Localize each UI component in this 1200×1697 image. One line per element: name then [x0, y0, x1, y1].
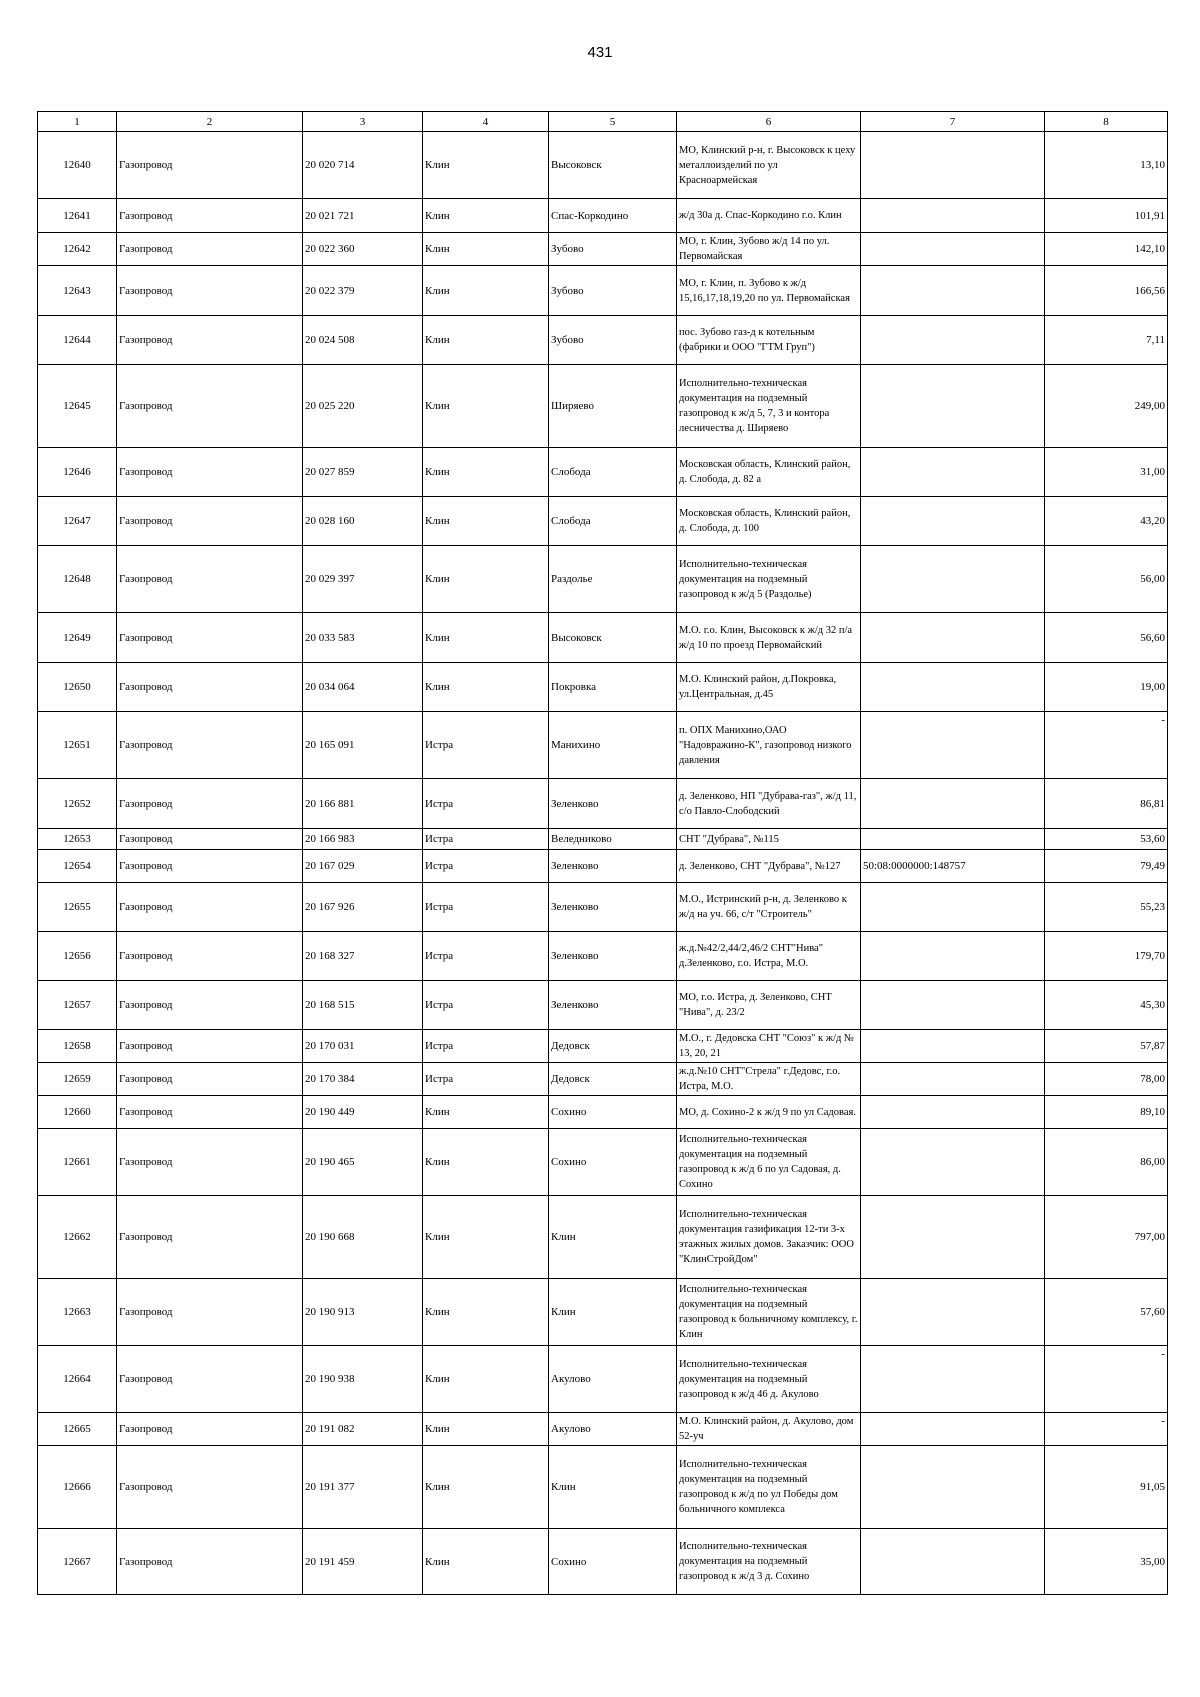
object-type-cell: Газопровод [117, 1279, 303, 1346]
object-code-cell: 20 190 668 [303, 1196, 423, 1279]
table-row [38, 132, 1168, 199]
row-number-cell: 12650 [38, 663, 117, 712]
length-cell: 142,10 [1045, 233, 1168, 266]
district-cell: Клин [423, 132, 549, 199]
address-cell: Московская область, Клинский район, д. Слобода, д. 82 а [677, 448, 861, 497]
object-code-cell: 20 022 360 [303, 233, 423, 266]
locality-cell: Клин [549, 1279, 677, 1346]
district-cell: Клин [423, 1196, 549, 1279]
object-type-cell: Газопровод [117, 365, 303, 448]
object-type-cell: Газопровод [117, 663, 303, 712]
row-number-cell: 12647 [38, 497, 117, 546]
cadastral-number-cell [861, 981, 1045, 1030]
object-type-cell: Газопровод [117, 981, 303, 1030]
header-row [38, 112, 1168, 132]
object-type-cell: Газопровод [117, 1529, 303, 1595]
object-code-cell: 20 024 508 [303, 316, 423, 365]
object-code-cell: 20 027 859 [303, 448, 423, 497]
object-code-cell: 20 165 091 [303, 712, 423, 779]
locality-cell: Раздолье [549, 546, 677, 613]
district-cell: Истра [423, 850, 549, 883]
locality-cell: Ширяево [549, 365, 677, 448]
table-row [38, 1129, 1168, 1196]
cadastral-number-cell: 50:08:0000000:148757 [861, 850, 1045, 883]
row-number-cell: 12659 [38, 1063, 117, 1096]
column-header: 8 [1045, 112, 1168, 132]
column-header: 6 [677, 112, 861, 132]
object-code-cell: 20 191 082 [303, 1413, 423, 1446]
district-cell: Клин [423, 1346, 549, 1413]
row-number-cell: 12644 [38, 316, 117, 365]
locality-cell: Зеленково [549, 779, 677, 829]
district-cell: Клин [423, 1446, 549, 1529]
row-number-cell: 12666 [38, 1446, 117, 1529]
cadastral-number-cell [861, 1446, 1045, 1529]
length-cell: 166,56 [1045, 266, 1168, 316]
row-number-cell: 12664 [38, 1346, 117, 1413]
row-number-cell: 12660 [38, 1096, 117, 1129]
object-type-cell: Газопровод [117, 1063, 303, 1096]
table-row [38, 1346, 1168, 1413]
locality-cell: Зеленково [549, 883, 677, 932]
length-cell: - [1045, 1413, 1168, 1446]
district-cell: Клин [423, 1413, 549, 1446]
address-cell: МО, д. Сохино-2 к ж/д 9 по ул Садовая. [677, 1096, 861, 1129]
address-cell: Исполнительно-техническая документация на подземный газопровод к ж/д 46 д. Акулово [677, 1346, 861, 1413]
object-type-cell: Газопровод [117, 316, 303, 365]
length-cell: - [1045, 1346, 1168, 1413]
cadastral-number-cell [861, 448, 1045, 497]
locality-cell: Высоковск [549, 132, 677, 199]
cadastral-number-cell [861, 1346, 1045, 1413]
length-cell: 55,23 [1045, 883, 1168, 932]
row-number-cell: 12662 [38, 1196, 117, 1279]
address-cell: п. ОПХ Манихино,ОАО "Надовражино-К", газопровод низкого давления [677, 712, 861, 779]
object-code-cell: 20 190 465 [303, 1129, 423, 1196]
column-header: 3 [303, 112, 423, 132]
address-cell: ж/д 30а д. Спас-Коркодино г.о. Клин [677, 199, 861, 233]
district-cell: Клин [423, 1096, 549, 1129]
table-row [38, 1096, 1168, 1129]
table-row [38, 850, 1168, 883]
table-row [38, 829, 1168, 850]
table-row [38, 233, 1168, 266]
object-type-cell: Газопровод [117, 1196, 303, 1279]
length-cell: 179,70 [1045, 932, 1168, 981]
cadastral-number-cell [861, 546, 1045, 613]
row-number-cell: 12663 [38, 1279, 117, 1346]
row-number-cell: 12640 [38, 132, 117, 199]
row-number-cell: 12658 [38, 1030, 117, 1063]
table-row [38, 779, 1168, 829]
table-row [38, 365, 1168, 448]
cadastral-number-cell [861, 233, 1045, 266]
address-cell: МО, г. Клин, Зубово ж/д 14 по ул. Первомайская [677, 233, 861, 266]
district-cell: Истра [423, 932, 549, 981]
cadastral-number-cell [861, 132, 1045, 199]
table-row [38, 981, 1168, 1030]
cadastral-number-cell [861, 365, 1045, 448]
object-code-cell: 20 167 029 [303, 850, 423, 883]
row-number-cell: 12653 [38, 829, 117, 850]
cadastral-number-cell [861, 829, 1045, 850]
object-code-cell: 20 166 983 [303, 829, 423, 850]
cadastral-number-cell [861, 497, 1045, 546]
row-number-cell: 12641 [38, 199, 117, 233]
column-header: 7 [861, 112, 1045, 132]
cadastral-number-cell [861, 199, 1045, 233]
address-cell: Исполнительно-техническая документация на подземный газопровод к больничному комплексу, г. Клин [677, 1279, 861, 1346]
district-cell: Клин [423, 233, 549, 266]
district-cell: Клин [423, 199, 549, 233]
district-cell: Клин [423, 546, 549, 613]
object-code-cell: 20 168 327 [303, 932, 423, 981]
length-cell: - [1045, 712, 1168, 779]
address-cell: М.О. Клинский район, д.Покровка, ул.Центральная, д.45 [677, 663, 861, 712]
locality-cell: Сохино [549, 1129, 677, 1196]
locality-cell: Слобода [549, 448, 677, 497]
district-cell: Истра [423, 981, 549, 1030]
length-cell: 56,00 [1045, 546, 1168, 613]
district-cell: Клин [423, 448, 549, 497]
district-cell: Истра [423, 1030, 549, 1063]
length-cell: 19,00 [1045, 663, 1168, 712]
column-header: 5 [549, 112, 677, 132]
table-row [38, 266, 1168, 316]
row-number-cell: 12652 [38, 779, 117, 829]
length-cell: 89,10 [1045, 1096, 1168, 1129]
district-cell: Истра [423, 883, 549, 932]
district-cell: Клин [423, 497, 549, 546]
page-number: 431 [587, 44, 613, 61]
locality-cell: Спас-Коркодино [549, 199, 677, 233]
cadastral-number-cell [861, 613, 1045, 663]
object-type-cell: Газопровод [117, 613, 303, 663]
table-row [38, 663, 1168, 712]
object-type-cell: Газопровод [117, 546, 303, 613]
object-type-cell: Газопровод [117, 829, 303, 850]
locality-cell: Акулово [549, 1413, 677, 1446]
object-type-cell: Газопровод [117, 199, 303, 233]
district-cell: Истра [423, 1063, 549, 1096]
locality-cell: Покровка [549, 663, 677, 712]
column-header: 4 [423, 112, 549, 132]
address-cell: Исполнительно-техническая документация на подземный газопровод к ж/д по ул Победы дом больничного комплекса [677, 1446, 861, 1529]
row-number-cell: 12651 [38, 712, 117, 779]
cadastral-number-cell [861, 1129, 1045, 1196]
address-cell: д. Зеленково, НП "Дубрава-газ", ж/д 11, с/о Павло-Слободский [677, 779, 861, 829]
object-code-cell: 20 020 714 [303, 132, 423, 199]
table-row [38, 546, 1168, 613]
length-cell: 13,10 [1045, 132, 1168, 199]
object-code-cell: 20 168 515 [303, 981, 423, 1030]
length-cell: 101,91 [1045, 199, 1168, 233]
object-code-cell: 20 021 721 [303, 199, 423, 233]
district-cell: Истра [423, 779, 549, 829]
object-code-cell: 20 190 913 [303, 1279, 423, 1346]
cadastral-number-cell [861, 1096, 1045, 1129]
length-cell: 31,00 [1045, 448, 1168, 497]
address-cell: Исполнительно-техническая документация на подземный газопровод к ж/д 6 по ул Садовая, д. Сохино [677, 1129, 861, 1196]
object-type-cell: Газопровод [117, 1096, 303, 1129]
district-cell: Истра [423, 712, 549, 779]
address-cell: Исполнительно-техническая документация газификация 12-ти 3-х этажных жилых домов. Заказчик: ООО "КлинСтройДом" [677, 1196, 861, 1279]
locality-cell: Зеленково [549, 932, 677, 981]
locality-cell: Клин [549, 1196, 677, 1279]
address-cell: пос. Зубово газ-д к котельным (фабрики и ООО "ГТМ Груп") [677, 316, 861, 365]
row-number-cell: 12646 [38, 448, 117, 497]
cadastral-number-cell [861, 779, 1045, 829]
table-row [38, 613, 1168, 663]
object-code-cell: 20 190 449 [303, 1096, 423, 1129]
length-cell: 57,60 [1045, 1279, 1168, 1346]
address-cell: М.О. г.о. Клин, Высоковск к ж/д 32 п/а ж/д 10 по проезд Первомайский [677, 613, 861, 663]
object-code-cell: 20 167 926 [303, 883, 423, 932]
cadastral-number-cell [861, 1413, 1045, 1446]
length-cell: 797,00 [1045, 1196, 1168, 1279]
gas-pipeline-registry-table [37, 111, 1168, 1595]
row-number-cell: 12655 [38, 883, 117, 932]
locality-cell: Слобода [549, 497, 677, 546]
address-cell: д. Зеленково, СНТ "Дубрава", №127 [677, 850, 861, 883]
table-row [38, 1529, 1168, 1595]
length-cell: 57,87 [1045, 1030, 1168, 1063]
object-code-cell: 20 190 938 [303, 1346, 423, 1413]
address-cell: М.О., Истринский р-н, д. Зеленково к ж/д на уч. 66, с/т "Строитель" [677, 883, 861, 932]
table-row [38, 1063, 1168, 1096]
cadastral-number-cell [861, 932, 1045, 981]
district-cell: Клин [423, 613, 549, 663]
length-cell: 79,49 [1045, 850, 1168, 883]
length-cell: 86,81 [1045, 779, 1168, 829]
object-code-cell: 20 191 459 [303, 1529, 423, 1595]
table-row [38, 1030, 1168, 1063]
cadastral-number-cell [861, 1529, 1045, 1595]
address-cell: Исполнительно-техническая документация на подземный газопровод к ж/д 3 д. Сохино [677, 1529, 861, 1595]
district-cell: Клин [423, 1129, 549, 1196]
address-cell: Московская область, Клинский район, д. Слобода, д. 100 [677, 497, 861, 546]
locality-cell: Манихино [549, 712, 677, 779]
column-header: 1 [38, 112, 117, 132]
row-number-cell: 12648 [38, 546, 117, 613]
table-row [38, 1279, 1168, 1346]
object-type-cell: Газопровод [117, 448, 303, 497]
object-code-cell: 20 034 064 [303, 663, 423, 712]
locality-cell: Дедовск [549, 1063, 677, 1096]
address-cell: Исполнительно-техническая документация на подземный газопровод к ж/д 5, 7, 3 и контора лесничества д. Ширяево [677, 365, 861, 448]
object-code-cell: 20 166 881 [303, 779, 423, 829]
object-type-cell: Газопровод [117, 850, 303, 883]
object-code-cell: 20 170 384 [303, 1063, 423, 1096]
locality-cell: Зубово [549, 316, 677, 365]
district-cell: Клин [423, 1529, 549, 1595]
cadastral-number-cell [861, 1063, 1045, 1096]
locality-cell: Зубово [549, 233, 677, 266]
object-code-cell: 20 022 379 [303, 266, 423, 316]
row-number-cell: 12643 [38, 266, 117, 316]
table-row [38, 316, 1168, 365]
object-code-cell: 20 033 583 [303, 613, 423, 663]
length-cell: 91,05 [1045, 1446, 1168, 1529]
district-cell: Клин [423, 365, 549, 448]
locality-cell: Акулово [549, 1346, 677, 1413]
locality-cell: Зубово [549, 266, 677, 316]
district-cell: Клин [423, 316, 549, 365]
column-header: 2 [117, 112, 303, 132]
table-row [38, 1413, 1168, 1446]
table-row [38, 932, 1168, 981]
length-cell: 53,60 [1045, 829, 1168, 850]
length-cell: 45,30 [1045, 981, 1168, 1030]
length-cell: 7,11 [1045, 316, 1168, 365]
object-code-cell: 20 029 397 [303, 546, 423, 613]
object-type-cell: Газопровод [117, 712, 303, 779]
object-type-cell: Газопровод [117, 1030, 303, 1063]
cadastral-number-cell [861, 712, 1045, 779]
length-cell: 56,60 [1045, 613, 1168, 663]
row-number-cell: 12642 [38, 233, 117, 266]
table-row [38, 1446, 1168, 1529]
object-type-cell: Газопровод [117, 1446, 303, 1529]
object-type-cell: Газопровод [117, 932, 303, 981]
address-cell: МО, г.о. Истра, д. Зеленково, СНТ "Нива", д. 23/2 [677, 981, 861, 1030]
district-cell: Истра [423, 829, 549, 850]
cadastral-number-cell [861, 1196, 1045, 1279]
object-type-cell: Газопровод [117, 1129, 303, 1196]
row-number-cell: 12661 [38, 1129, 117, 1196]
length-cell: 43,20 [1045, 497, 1168, 546]
row-number-cell: 12645 [38, 365, 117, 448]
table-row [38, 448, 1168, 497]
address-cell: М.О., г. Дедовска СНТ "Союз" к ж/д № 13, 20, 21 [677, 1030, 861, 1063]
table-row [38, 883, 1168, 932]
object-type-cell: Газопровод [117, 779, 303, 829]
cadastral-number-cell [861, 663, 1045, 712]
locality-cell: Зеленково [549, 850, 677, 883]
row-number-cell: 12665 [38, 1413, 117, 1446]
object-code-cell: 20 191 377 [303, 1446, 423, 1529]
locality-cell: Сохино [549, 1529, 677, 1595]
length-cell: 78,00 [1045, 1063, 1168, 1096]
object-type-cell: Газопровод [117, 497, 303, 546]
locality-cell: Зеленково [549, 981, 677, 1030]
object-type-cell: Газопровод [117, 266, 303, 316]
row-number-cell: 12657 [38, 981, 117, 1030]
address-cell: ж.д.№10 СНТ"Стрела" г.Дедовс, г.о. Истра, М.О. [677, 1063, 861, 1096]
row-number-cell: 12649 [38, 613, 117, 663]
object-type-cell: Газопровод [117, 1413, 303, 1446]
length-cell: 86,00 [1045, 1129, 1168, 1196]
length-cell: 249,00 [1045, 365, 1168, 448]
length-cell: 35,00 [1045, 1529, 1168, 1595]
address-cell: М.О. Клинский район, д. Акулово, дом 52-уч [677, 1413, 861, 1446]
table-row [38, 497, 1168, 546]
row-number-cell: 12654 [38, 850, 117, 883]
object-code-cell: 20 170 031 [303, 1030, 423, 1063]
district-cell: Клин [423, 266, 549, 316]
locality-cell: Сохино [549, 1096, 677, 1129]
locality-cell: Дедовск [549, 1030, 677, 1063]
cadastral-number-cell [861, 266, 1045, 316]
table-row [38, 199, 1168, 233]
address-cell: МО, г. Клин, п. Зубово к ж/д 15,16,17,18,19,20 по ул. Первомайская [677, 266, 861, 316]
table-row [38, 712, 1168, 779]
object-type-cell: Газопровод [117, 1346, 303, 1413]
object-type-cell: Газопровод [117, 883, 303, 932]
address-cell: ж.д.№42/2,44/2,46/2 СНТ"Нива" д.Зеленково, г.о. Истра, М.О. [677, 932, 861, 981]
address-cell: СНТ "Дубрава", №115 [677, 829, 861, 850]
locality-cell: Высоковск [549, 613, 677, 663]
district-cell: Клин [423, 663, 549, 712]
object-code-cell: 20 028 160 [303, 497, 423, 546]
object-code-cell: 20 025 220 [303, 365, 423, 448]
row-number-cell: 12656 [38, 932, 117, 981]
table-row [38, 1196, 1168, 1279]
row-number-cell: 12667 [38, 1529, 117, 1595]
locality-cell: Клин [549, 1446, 677, 1529]
cadastral-number-cell [861, 1030, 1045, 1063]
address-cell: Исполнительно-техническая документация на подземный газопровод к ж/д 5 (Раздолье) [677, 546, 861, 613]
cadastral-number-cell [861, 1279, 1045, 1346]
locality-cell: Веледниково [549, 829, 677, 850]
object-type-cell: Газопровод [117, 233, 303, 266]
address-cell: МО, Клинский р-н, г. Высоковск к цеху металлоизделий по ул Красноармейская [677, 132, 861, 199]
district-cell: Клин [423, 1279, 549, 1346]
cadastral-number-cell [861, 316, 1045, 365]
cadastral-number-cell [861, 883, 1045, 932]
object-type-cell: Газопровод [117, 132, 303, 199]
